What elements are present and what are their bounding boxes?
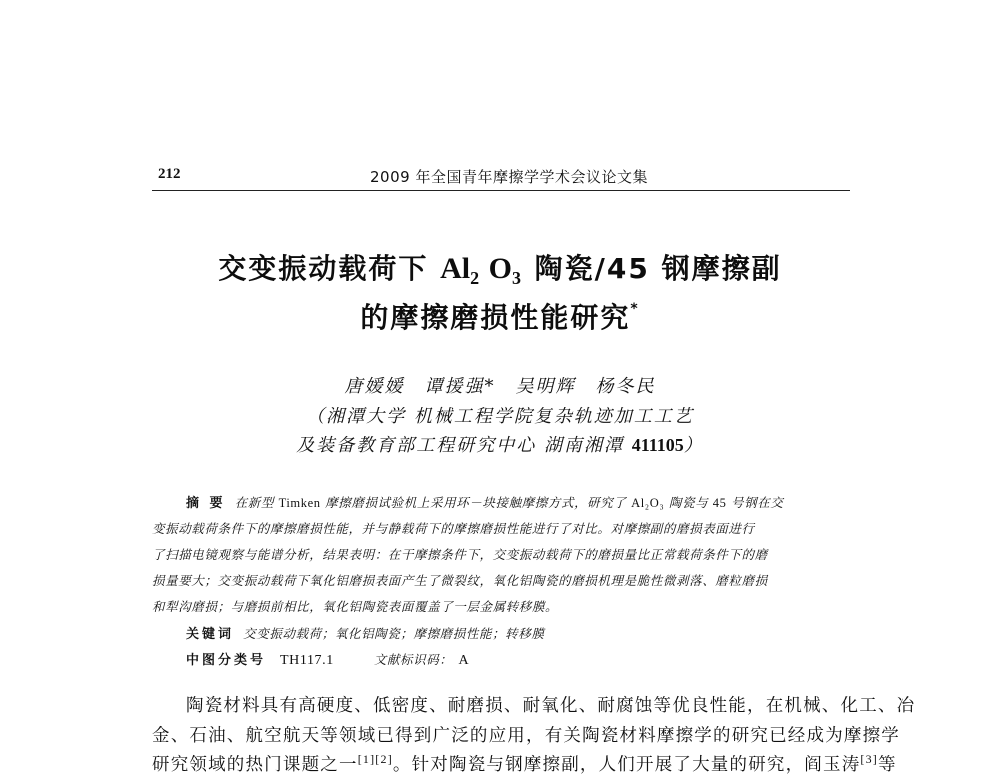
page-number: 212 (158, 166, 181, 182)
running-header: 2009 年全国青年摩擦学学术会议论文集 (370, 168, 648, 186)
body-text-line: 陶瓷材料具有高硬度、低密度、耐磨损、耐氧化、耐腐蚀等优良性能，在机械、化工、冶 (186, 696, 916, 716)
classification-code: TH117.1 (280, 653, 334, 668)
keywords (186, 623, 544, 642)
document-code: A (458, 653, 470, 668)
abstract-line: 摘 要 在新型 Timken 摩擦磨损试验机上采用环－块接触摩擦方式，研究了 Al₂O₃ 陶瓷与 45 号钢在交 (186, 495, 784, 511)
author: 谭援强* (424, 376, 496, 397)
classification-label: 中图分类号 (186, 653, 267, 668)
citation: [3] (860, 752, 878, 766)
document-code-label: 文献标识码： (373, 652, 453, 667)
paper-title-line2: 的摩擦磨损性能研究* (360, 301, 640, 334)
author: 唐媛媛 (344, 376, 405, 397)
abstract-line: 了扫描电镜观察与能谱分析，结果表明：在干摩擦条件下，交变振动载荷下的磨损量比正常载荷条件下的磨 (152, 547, 768, 562)
keywords-value: 交变振动载荷；氧化铝陶瓷；摩擦磨损性能；转移膜 (243, 626, 545, 641)
author-list (0, 372, 1000, 398)
footnote-mark: * (630, 301, 640, 317)
body-text-line: 研究领域的热门课题之一[1][2]。针对陶瓷与钢摩擦副，人们开展了大量的研究，阎玉涛[3]等 (152, 752, 897, 775)
abstract-line: 和犁沟磨损；与磨损前相比，氧化铝陶瓷表面覆盖了一层金属转移膜。 (152, 599, 559, 614)
affiliation-line1: （湘潭大学 机械工程学院复杂轨迹加工工艺 (306, 406, 694, 427)
body-text-line: 金、石油、航空航天等领域已得到广泛的应用，有关陶瓷材料摩擦学的研究已经成为摩擦学 (152, 726, 900, 746)
keywords-label: 关键词 (186, 627, 235, 642)
abstract-line: 变振动载荷条件下的摩擦磨损性能，并与静载荷下的摩擦磨损性能进行了对比。对摩擦副的磨损表面进行 (152, 521, 755, 536)
abstract-label: 摘 要 (186, 496, 226, 511)
citation: [1][2] (357, 752, 393, 766)
author: 杨冬民 (595, 376, 656, 397)
paper-title-line1: 交变振动载荷下 $Al_2$ $O_3$ 陶瓷/45 钢摩擦副 (218, 252, 782, 288)
header-rule (152, 190, 850, 191)
affiliation-line2: 及装备教育部工程研究中心 湖南湘潭 411105） (296, 435, 704, 456)
abstract-line: 损量要大；交变振动载荷下氧化铝磨损表面产生了微裂纹，氧化铝陶瓷的磨损机理是脆性微剥落、磨粒磨损 (152, 573, 768, 588)
classification (186, 649, 469, 669)
author: 吴明辉 (515, 376, 576, 397)
